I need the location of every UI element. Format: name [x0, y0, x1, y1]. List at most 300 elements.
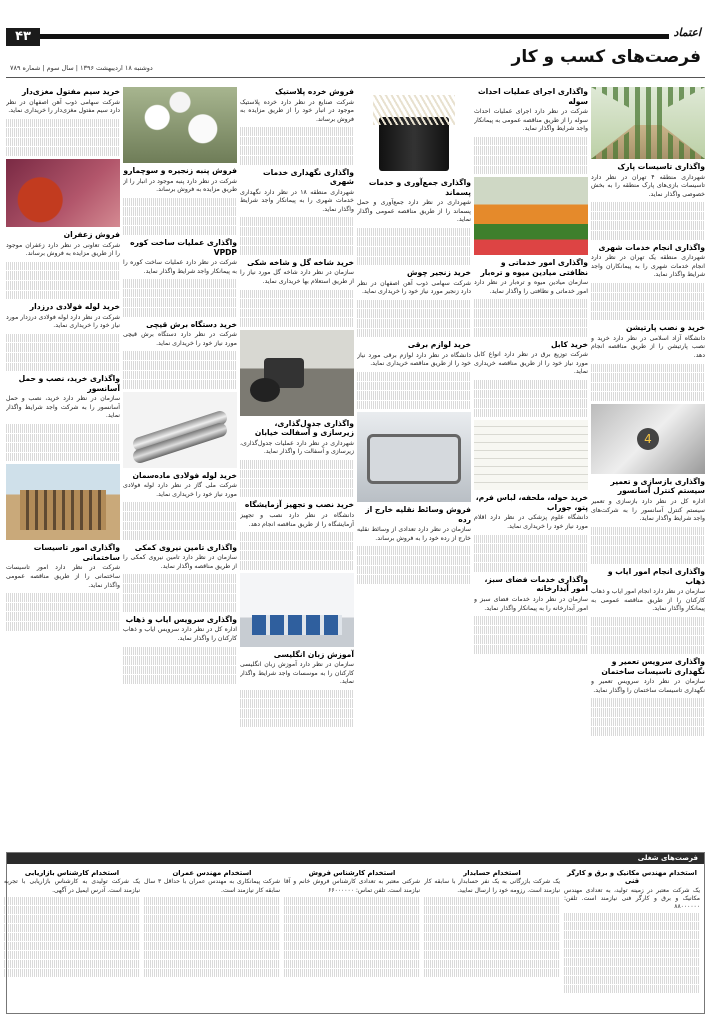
- article-text: سازمان در نظر دارد آموزش زبان انگلیسی کارکنان را به موسسات واجد شرایط واگذار نماید.: [240, 661, 354, 686]
- classified-ad: [424, 867, 560, 1009]
- text-line: [474, 319, 588, 328]
- text-line: [123, 574, 237, 583]
- text-line: [144, 906, 280, 914]
- text-line: [240, 542, 354, 551]
- article-title: خرید کابل: [551, 339, 588, 349]
- text-line: [6, 271, 120, 280]
- article: [123, 615, 237, 684]
- text-line: [591, 556, 705, 565]
- column-5: [123, 84, 237, 846]
- article: [6, 374, 120, 461]
- text-line: [357, 257, 471, 266]
- text-line: [591, 283, 705, 292]
- text-line: [284, 969, 420, 977]
- office-photo: [240, 573, 354, 647]
- classifieds-grid: [4, 867, 700, 1009]
- text-line: [144, 924, 280, 932]
- article-title: خرید و نصب پارتیشن: [625, 323, 705, 333]
- classified-text: یک شرکت تولیدی به کارشناس بازاریابی با تجربه نیازمند است. آدرس ایمیل در آگهی.: [4, 878, 140, 894]
- text-line: [564, 940, 700, 948]
- article-text: شرکت در نظر دارد دستگاه برش قیچی مورد نیاز خود را خریداری نماید.: [123, 331, 237, 347]
- article: [474, 575, 588, 654]
- article: [123, 87, 237, 235]
- text-line: [240, 470, 354, 479]
- text-line: [240, 290, 354, 299]
- article-title: فروش وسائط نقلیه خارج از رده: [365, 505, 471, 524]
- column-4: [240, 84, 354, 846]
- classified-text: شرکت پیمانکاری به مهندس عمران با حداقل ۳ سال سابقه کار نیازمند است.: [144, 878, 280, 894]
- car-photo: [357, 412, 471, 502]
- column-3: [357, 84, 471, 846]
- article: [591, 243, 705, 321]
- text-line: [4, 951, 140, 959]
- article: [357, 412, 471, 584]
- article-title: فروش زعفران: [63, 230, 120, 240]
- text-line: [123, 512, 237, 521]
- text-line: [6, 262, 120, 271]
- text-line: [240, 299, 354, 308]
- text-line: [591, 302, 705, 311]
- text-line: [284, 942, 420, 950]
- text-line: [144, 951, 280, 959]
- text-line: [6, 612, 120, 621]
- text-line: [474, 156, 588, 165]
- text-line: [123, 675, 237, 684]
- article-text: شهرداری منطقه ۴ تهران در نظر دارد تاسیسات بازی‌های پارک منطقه را به بخش خصوصی واگذار نماید.: [591, 173, 705, 198]
- cotton-photo: [123, 87, 237, 163]
- article-text: شهرداری منطقه ۱۸ در نظر دارد نگهداری خدمات شهری را به پیمانکار واجد شرایط واگذار نماید.: [240, 188, 354, 213]
- text-line: [144, 942, 280, 950]
- text-line: [591, 698, 705, 707]
- article: [591, 87, 705, 240]
- article-title: فروش پنبه زنجیره و سوچمارو: [123, 166, 237, 175]
- text-line: [474, 399, 588, 408]
- text-line: [591, 202, 705, 211]
- text-line: [474, 645, 588, 654]
- article-title: واگذاری انجام امور ایاب و ذهاب: [607, 567, 705, 586]
- header-bottom-rule: [6, 77, 705, 78]
- text-line: [6, 281, 120, 290]
- text-line: [6, 443, 120, 452]
- article-title: واگذاری انجام خدمات شهری: [598, 242, 705, 252]
- issue-info: دوشنبه ۱۸ اردیبهشت ۱۳۹۶ | سال سوم | شماره ۷۸۹: [10, 64, 153, 72]
- article-text: شرکت در نظر دارد امور تاسیسات ساختمانی را از طریق مناقصه عمومی واگذار نماید.: [6, 564, 120, 589]
- text-line: [123, 656, 237, 665]
- text-line: [591, 627, 705, 636]
- article-title: خرید نصب و تجهیز آزمایشگاه: [244, 500, 354, 510]
- article-text: اداره کل در نظر دارد بازسازی و تعمیر سیستم کنترل آسانسور را به شرکت‌های واجد شرایط واگذار نماید.: [591, 497, 705, 523]
- article-text: شرکت تعاونی در نظر دارد زعفران موجود را از طریق مزایده به فروش برساند.: [6, 241, 120, 258]
- article: [240, 168, 354, 255]
- text-line: [4, 933, 140, 941]
- classified-title: استخدام کارشناس فروش: [308, 869, 396, 877]
- page-number: ۴۳: [6, 28, 40, 46]
- text-line: [591, 293, 705, 302]
- text-line: [357, 237, 471, 246]
- text-line: [474, 299, 588, 308]
- classifieds-header: [7, 853, 704, 864]
- text-line: [474, 137, 588, 146]
- text-line: [240, 246, 354, 255]
- article-text: شرکت در نظر دارد پنبه موجود در انبار را از طریق مزایده به فروش برساند.: [123, 177, 237, 194]
- article-text: دانشگاه در نظر دارد نصب و تجهیز آزمایشگاه را از طریق مناقصه انجام دهد.: [240, 511, 354, 528]
- text-line: [357, 300, 471, 309]
- text-line: [357, 309, 471, 318]
- text-line: [284, 951, 420, 959]
- article-text: سازمان در نظر دارد تامین نیروی کمکی را از طریق مناقصه واگذار نماید.: [123, 554, 237, 570]
- article-title: خرید سیم مفتول مغزی‌دار: [21, 87, 120, 96]
- article: [474, 340, 588, 418]
- text-line: [240, 489, 354, 498]
- text-line: [123, 594, 237, 603]
- article-title: واگذاری جمع‌آوری و خدمات پسماند: [368, 178, 471, 197]
- text-line: [357, 329, 471, 338]
- text-line: [474, 635, 588, 644]
- text-line: [240, 127, 354, 136]
- article: [474, 177, 588, 337]
- text-line: [591, 708, 705, 717]
- text-line: [144, 969, 280, 977]
- text-line: [474, 563, 588, 572]
- article-text: شهرداری منطقه یک تهران در نظر دارد انجام خدمات شهری را به پیمانکاران واجد شرایط واگذار نماید.: [591, 254, 705, 279]
- text-line: [564, 922, 700, 930]
- article-text: شرکت صنایع در نظر دارد خرده پلاستیک موجود در انبار خود را از طریق مزایده به فروش برساند.: [240, 98, 354, 123]
- towels-photo: [474, 420, 588, 490]
- article-title: واگذاری خدمات فضای سبز، امور آبدارخانه: [484, 574, 588, 594]
- text-line: [284, 960, 420, 968]
- text-line: [357, 401, 471, 410]
- text-line: [591, 527, 705, 536]
- text-line: [474, 166, 588, 175]
- text-line: [240, 309, 354, 318]
- text-line: [424, 951, 560, 959]
- article: [357, 268, 471, 337]
- text-line: [564, 985, 700, 993]
- column-1: [591, 84, 705, 846]
- section-title: فرصت‌های کسب و کار: [511, 47, 701, 67]
- text-line: [474, 554, 588, 563]
- text-line: [144, 915, 280, 923]
- article-title: واگذاری خرید، نصب و حمل آسانسور: [18, 374, 120, 393]
- article: [123, 543, 237, 612]
- article-title: خرید لوله فولادی ماده‌سمان: [132, 470, 237, 480]
- text-line: [474, 309, 588, 318]
- text-line: [6, 593, 120, 602]
- classifieds-box: [6, 852, 705, 1014]
- page-header: [6, 26, 705, 78]
- article-text: شرکت سهامی ذوب آهن اصفهان در نظر دارد سیم مفتول مغزی‌دار را خریداری نماید.: [6, 98, 120, 115]
- classified-title: استخدام حسابدار: [463, 869, 521, 877]
- text-line: [357, 372, 471, 381]
- text-line: [123, 666, 237, 675]
- text-line: [123, 522, 237, 531]
- trees-photo: [591, 87, 705, 159]
- article: [123, 320, 237, 389]
- column-2: [474, 84, 588, 846]
- text-line: [424, 897, 560, 905]
- text-line: [240, 460, 354, 469]
- text-line: [357, 228, 471, 237]
- classified-text: یک شرکت معتبر در زمینه تولید، به تعدادی مهندس مکانیک و برق و کارگر فنی نیازمند است. تلفن: ۸۸۰۰۰۰۰۰: [564, 886, 700, 911]
- text-line: [474, 390, 588, 399]
- classified-text: شرکتی معتبر به تعدادی کارشناس فروش خانم و آقا نیازمند است. تلفن تماس: ۶۶۰۰۰۰۰۰: [284, 878, 420, 894]
- text-line: [123, 647, 237, 656]
- article-text: شهرداری در نظر دارد عملیات جدول‌گذاری، زیرسازی و آسفالت را واگذار نماید.: [240, 439, 354, 456]
- text-line: [4, 942, 140, 950]
- article-text: شرکت توزیع برق در نظر دارد انواع کابل مورد نیاز خود را از طریق مناقصه خریداری نماید.: [474, 351, 588, 376]
- text-line: [591, 536, 705, 545]
- text-line: [240, 479, 354, 488]
- text-line: [240, 551, 354, 560]
- text-line: [240, 709, 354, 718]
- classified-ad: [284, 867, 420, 1009]
- text-line: [123, 279, 237, 288]
- text-line: [591, 383, 705, 392]
- text-line: [123, 308, 237, 317]
- classified-title: استخدام مهندس عمران: [172, 869, 252, 877]
- pipes-photo: [123, 392, 237, 468]
- text-line: [240, 227, 354, 236]
- text-line: [123, 298, 237, 307]
- article-text: سازمان در نظر دارد خرید، نصب و حمل آسانسور را به شرکت واجد شرایط واگذار نماید.: [6, 395, 120, 420]
- article-title: واگذاری تامین نیروی کمکی: [134, 542, 237, 552]
- article: [123, 392, 237, 540]
- article: [591, 404, 705, 564]
- article-title: واگذاری عملیات ساخت کوره VPDP: [130, 238, 237, 257]
- article-title: واگذاری امور تاسیسات ساختمانی: [33, 543, 120, 562]
- fruit-photo: [474, 177, 588, 255]
- text-line: [474, 328, 588, 337]
- text-line: [591, 392, 705, 401]
- article-text: سازمان در نظر دارد تعدادی از وسائط نقلیه خارج از رده خود را به فروش برساند.: [357, 526, 471, 542]
- text-line: [284, 897, 420, 905]
- article-text: دانشگاه در نظر دارد لوازم برقی مورد نیاز خود را از طریق مناقصه خریداری نماید.: [357, 351, 471, 368]
- newspaper-logo: اعتماد: [669, 26, 705, 39]
- article: [6, 464, 120, 630]
- article: [240, 500, 354, 569]
- text-line: [591, 212, 705, 221]
- text-line: [240, 561, 354, 570]
- text-line: [6, 147, 120, 156]
- text-line: [591, 617, 705, 626]
- text-line: [284, 933, 420, 941]
- text-line: [424, 969, 560, 977]
- text-line: [123, 217, 237, 226]
- jar-photo: [357, 87, 471, 175]
- text-line: [591, 312, 705, 321]
- article: [6, 159, 120, 299]
- text-line: [474, 626, 588, 635]
- text-line: [123, 502, 237, 511]
- text-line: [123, 351, 237, 360]
- text-line: [474, 616, 588, 625]
- article: [6, 87, 120, 156]
- text-line: [240, 719, 354, 728]
- text-line: [357, 546, 471, 555]
- article-text: سازمان در نظر دارد شاخه گل مورد نیاز را از طریق استعلام بها خریداری نماید.: [240, 269, 354, 285]
- article: [6, 302, 120, 371]
- article: [591, 323, 705, 401]
- article: [240, 87, 354, 165]
- text-line: [424, 960, 560, 968]
- text-line: [591, 727, 705, 736]
- article-title: واگذاری بازسازی و تعمیر سیستم کنترل آسانسور: [610, 476, 705, 496]
- text-line: [123, 603, 237, 612]
- article-text: شهرداری در نظر دارد جمع‌آوری و حمل پسماند را از طریق مناقصه عمومی واگذار نماید.: [357, 199, 471, 224]
- text-line: [240, 146, 354, 155]
- text-line: [357, 556, 471, 565]
- article-text: دانشگاه آزاد اسلامی در نظر دارد خرید و نصب پارتیشن را از طریق مناقصه انجام دهد.: [591, 334, 705, 359]
- text-line: [357, 319, 471, 328]
- building-photo: [6, 464, 120, 540]
- article-title: خرید لوله فولادی درزدار: [29, 302, 120, 312]
- text-line: [564, 967, 700, 975]
- article-title: خرید حوله، ملحفه، لباس فرم، پتو، جوراب: [475, 493, 588, 512]
- text-line: [6, 603, 120, 612]
- text-line: [4, 915, 140, 923]
- article-text: اداره کل در نظر دارد سرویس ایاب و ذهاب کارکنان را واگذار نماید.: [123, 626, 237, 642]
- classified-title: استخدام مهندس مکانیک و برق و کارگر فنی: [567, 869, 697, 886]
- text-line: [123, 371, 237, 380]
- text-line: [4, 924, 140, 932]
- text-line: [357, 247, 471, 256]
- text-line: [6, 119, 120, 128]
- article-columns: [6, 84, 705, 846]
- text-line: [564, 949, 700, 957]
- article: [240, 573, 354, 728]
- article-title: فروش خرده پلاستیک: [275, 87, 354, 96]
- text-line: [474, 409, 588, 418]
- text-line: [123, 380, 237, 389]
- roller-photo: [240, 330, 354, 416]
- classified-title: استخدام کارشناس بازاریابی: [24, 869, 120, 877]
- article-title: واگذاری اجرای عملیات احداث سوله: [477, 87, 588, 106]
- text-line: [240, 237, 354, 246]
- text-line: [591, 221, 705, 230]
- column-6: [6, 84, 120, 846]
- article: [357, 87, 471, 265]
- text-line: [240, 137, 354, 146]
- text-line: [144, 960, 280, 968]
- text-line: [240, 318, 354, 327]
- text-line: [284, 906, 420, 914]
- header-rule: [6, 34, 705, 39]
- text-line: [6, 622, 120, 631]
- article-text: شرکت در نظر دارد عملیات ساخت کوره را به پیمانکار واجد شرایط واگذار نماید.: [123, 259, 237, 275]
- article: [240, 330, 354, 498]
- article-title: واگذاری تاسیسات پارک: [617, 162, 705, 171]
- text-line: [4, 906, 140, 914]
- text-line: [123, 361, 237, 370]
- article-title: واگذاری امور خدماتی و نظافتی میادین میوه و تره‌بار: [480, 258, 588, 277]
- article: [357, 340, 471, 409]
- text-line: [6, 334, 120, 343]
- text-line: [357, 566, 471, 575]
- text-line: [6, 138, 120, 147]
- text-line: [591, 636, 705, 645]
- article-text: دانشگاه علوم پزشکی در نظر دارد اقلام مورد نیاز خود را خریداری نماید.: [474, 514, 588, 530]
- text-line: [424, 906, 560, 914]
- text-line: [564, 958, 700, 966]
- article-title: آموزش زبان انگلیسی: [273, 649, 354, 659]
- text-line: [240, 532, 354, 541]
- text-line: [357, 391, 471, 400]
- text-line: [591, 718, 705, 727]
- text-line: [240, 217, 354, 226]
- text-line: [424, 915, 560, 923]
- article-text: سازمان در نظر دارد انجام امور ایاب و ذهاب کارکنان را از طریق مناقصه عمومی به پیمانکار واگذار نماید.: [591, 588, 705, 613]
- article-text: شرکت در نظر دارد لوله فولادی درزدار مورد نیاز خود را خریداری نماید.: [6, 313, 120, 330]
- text-line: [6, 291, 120, 300]
- article-title: واگذاری نگهداری خدمات شهری: [263, 167, 354, 187]
- text-line: [591, 373, 705, 382]
- article: [591, 657, 705, 736]
- text-line: [123, 531, 237, 540]
- article-title: خرید شاخه گل و شاخه شکی: [247, 257, 354, 267]
- text-line: [240, 699, 354, 708]
- text-line: [424, 933, 560, 941]
- article: [474, 87, 588, 174]
- article-title: واگذاری سرویس تعمیر و نگهداری تاسیسات ساختمان: [601, 657, 705, 676]
- text-line: [6, 424, 120, 433]
- text-line: [564, 976, 700, 984]
- article-title: خرید دستگاه برش قیچی: [146, 319, 237, 329]
- classified-ad: [4, 867, 140, 1009]
- text-line: [424, 942, 560, 950]
- text-line: [123, 207, 237, 216]
- text-line: [4, 969, 140, 977]
- text-line: [144, 933, 280, 941]
- classifieds-title: فرصت‌های شغلی: [637, 854, 698, 862]
- text-line: [474, 146, 588, 155]
- elevator-photo: [591, 404, 705, 474]
- text-line: [6, 343, 120, 352]
- saffron-photo: [6, 159, 120, 227]
- text-line: [144, 897, 280, 905]
- text-line: [474, 535, 588, 544]
- article-text: سازمان در نظر دارد سرویس تعمیر و نگهداری تاسیسات ساختمان را واگذار نماید.: [591, 678, 705, 694]
- article-text: شرکت ملی گاز در نظر دارد لوله فولادی مورد نیاز خود را خریداری نماید.: [123, 482, 237, 498]
- article-title: واگذاری سرویس ایاب و ذهاب: [125, 614, 237, 624]
- text-line: [564, 913, 700, 921]
- text-line: [240, 156, 354, 165]
- text-line: [591, 646, 705, 655]
- text-line: [284, 915, 420, 923]
- article-title: خرید لوازم برقی: [407, 340, 471, 350]
- text-line: [591, 364, 705, 373]
- text-line: [123, 289, 237, 298]
- text-line: [4, 897, 140, 905]
- article-text: شرکت سهامی ذوب آهن اصفهان در نظر دارد زنجیر مورد نیاز خود را خریداری نماید.: [357, 279, 471, 296]
- text-line: [357, 382, 471, 391]
- text-line: [240, 690, 354, 699]
- article: [474, 420, 588, 572]
- text-line: [591, 546, 705, 555]
- article: [240, 258, 354, 327]
- text-line: [123, 226, 237, 235]
- article: [123, 238, 237, 317]
- article: [591, 567, 705, 654]
- article-text: شرکت در نظر دارد اجرای عملیات احداث سوله را از طریق مناقصه عمومی به پیمانکار واجد شرایط واگذار نماید.: [474, 108, 588, 133]
- classified-text: یک شرکت بازرگانی به یک نفر حسابدار با سابقه کار نیازمند است. رزومه خود را ارسال نمایید.: [424, 878, 560, 894]
- text-line: [564, 931, 700, 939]
- text-line: [424, 924, 560, 932]
- text-line: [357, 575, 471, 584]
- text-line: [474, 380, 588, 389]
- text-line: [6, 363, 120, 372]
- text-line: [6, 434, 120, 443]
- text-line: [474, 544, 588, 553]
